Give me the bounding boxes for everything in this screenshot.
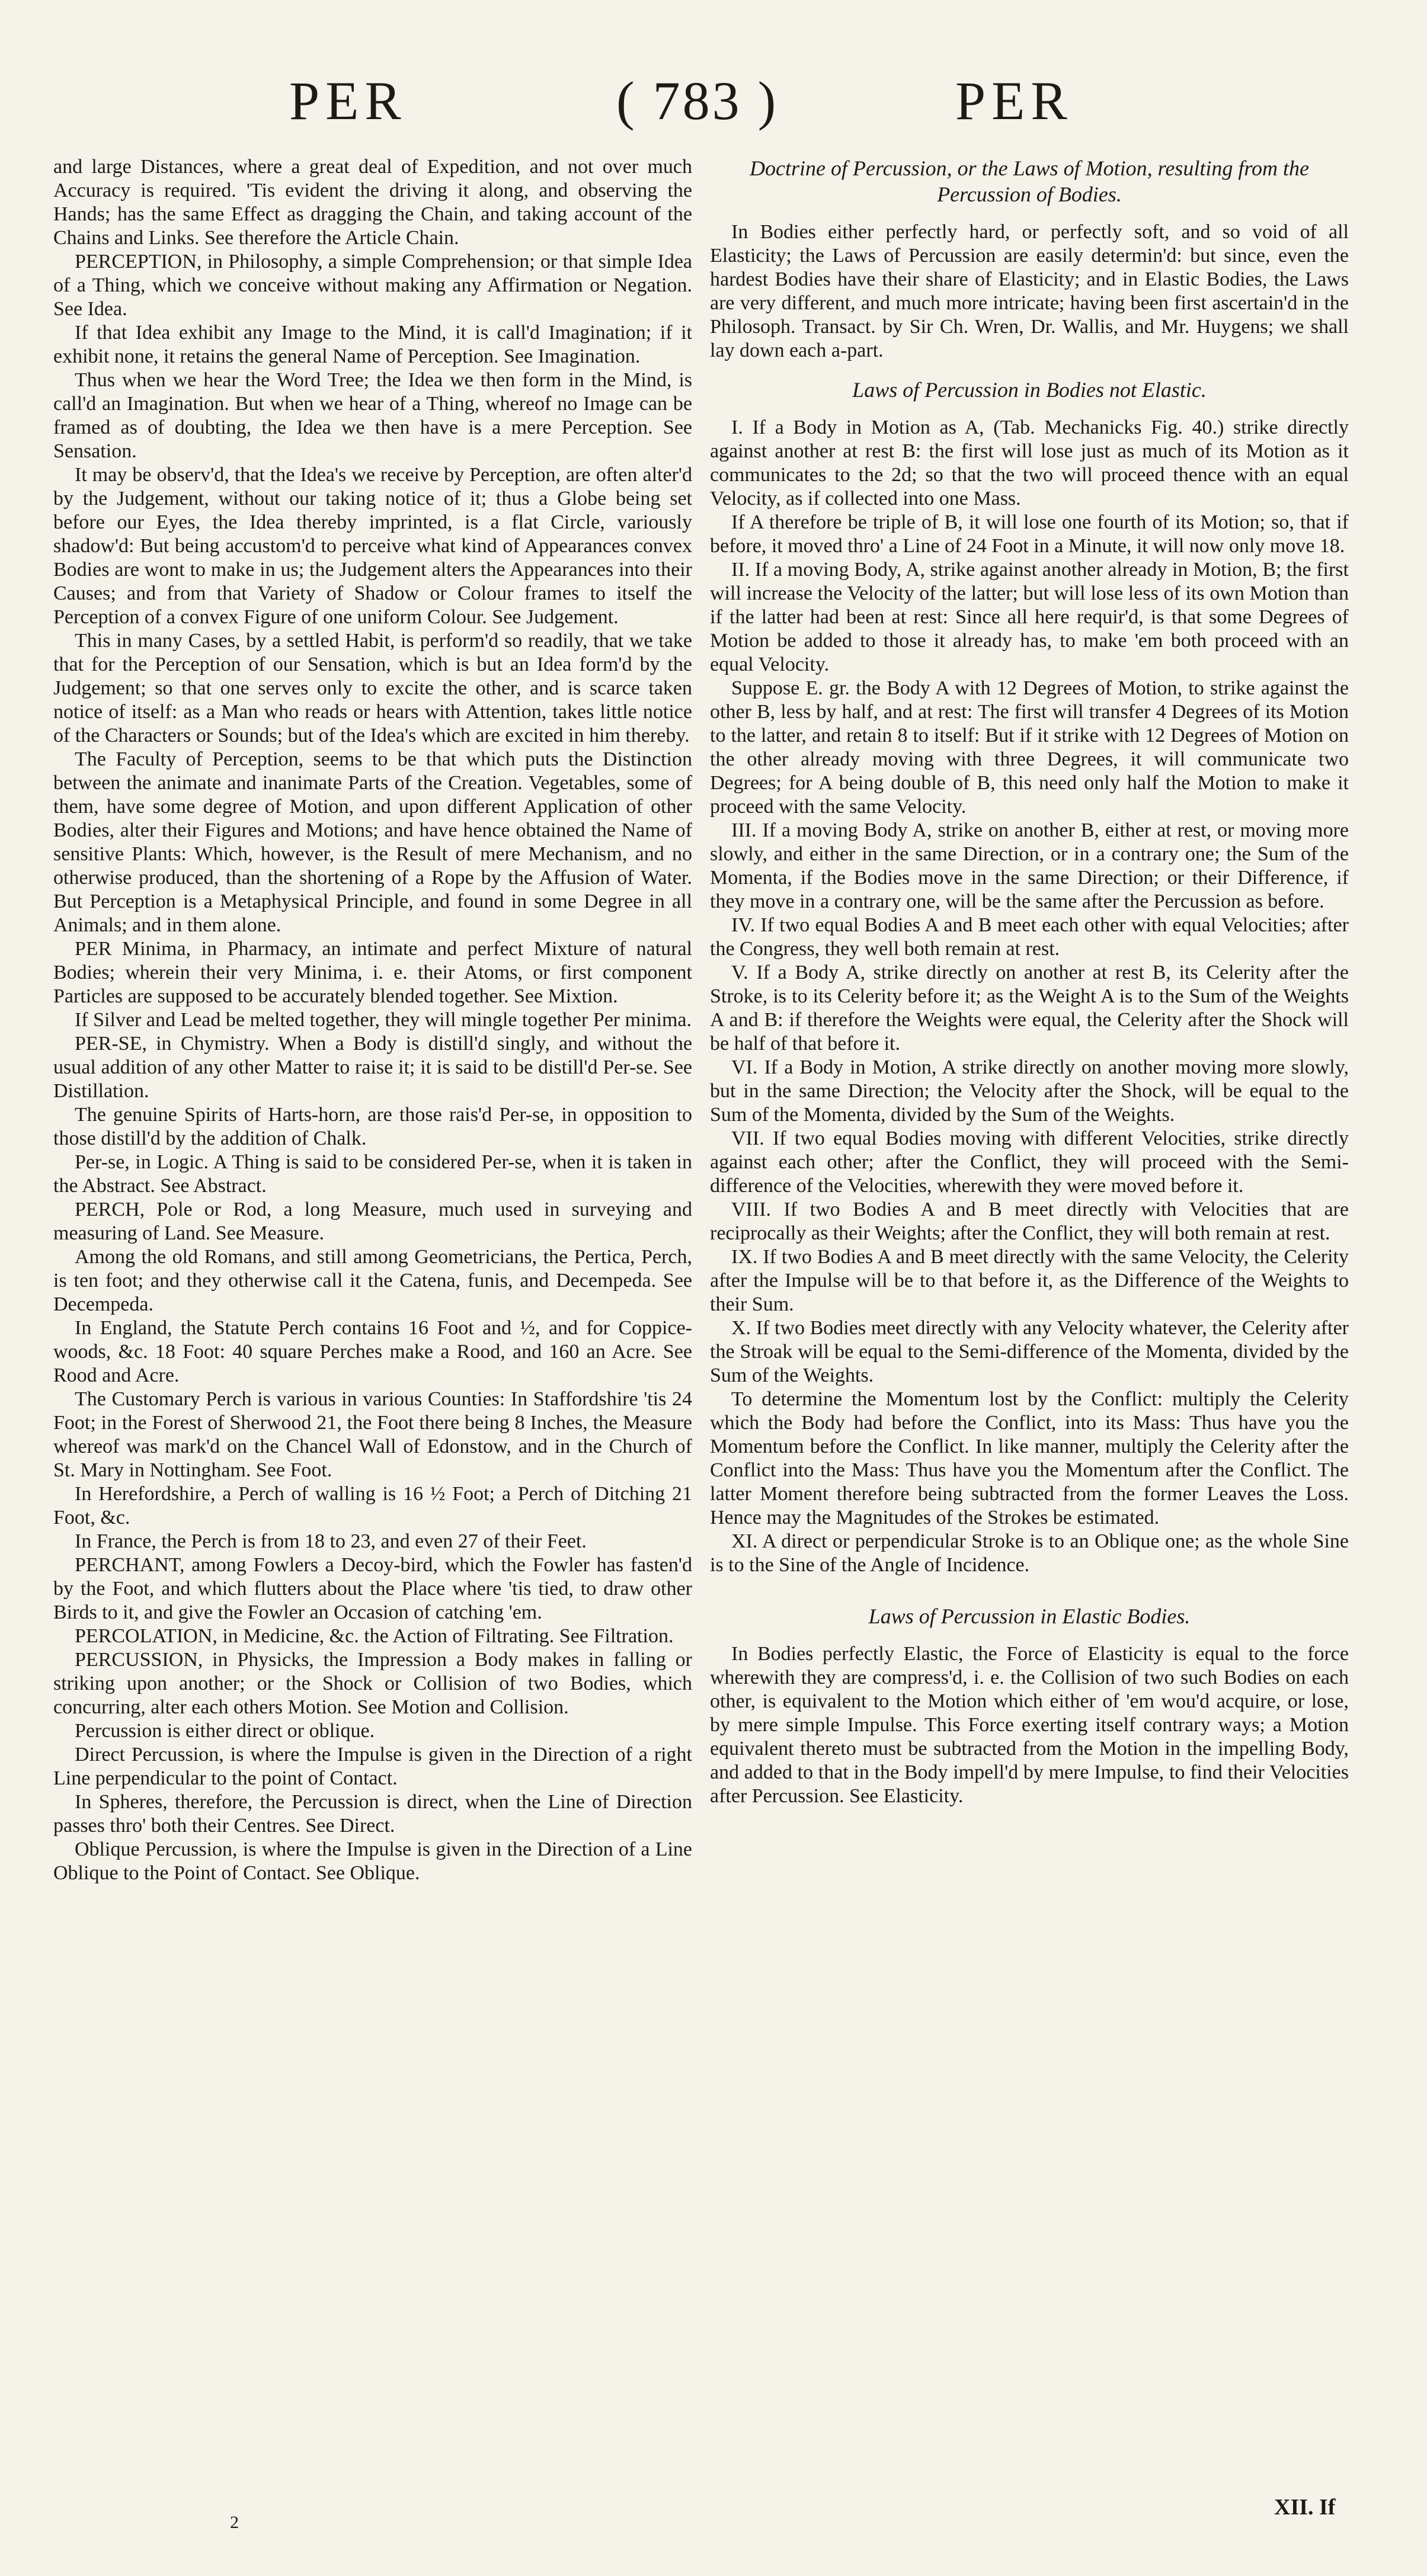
paragraph: PERCEPTION, in Philosophy, a simple Comprehension; or that simple Idea of a Thing, which we conceive without making any Affirmation or Negation. See Idea. bbox=[53, 251, 692, 320]
running-header bbox=[0, 71, 1427, 148]
paragraph: PER-SE, in Chymistry. When a Body is distill'd singly, and without the usual addition of any other Matter to raise it; it is said to be distill'd Per-se. See Distillation. bbox=[53, 1033, 692, 1102]
paragraph: In England, the Statute Perch contains 16 Foot and ½, and for Coppice-woods, &c. 18 Foot: 40 square Perches make a Rood, and 160 an Acre. See Rood and Acre. bbox=[53, 1317, 692, 1386]
law-paragraph: VI. If a Body in Motion, A strike directly on another moving more slowly, but in the same Direction; the Velocity after the Shock, will be equal to the Sum of the Momenta, divided by the Sum of the Weights. bbox=[710, 1056, 1349, 1126]
paragraph: Percussion is either direct or oblique. bbox=[75, 1720, 375, 1742]
paragraph: In France, the Perch is from 18 to 23, and even 27 of their Feet. bbox=[75, 1530, 587, 1552]
law-paragraph: XI. A direct or perpendicular Stroke is to an Oblique one; as the whole Sine is to the Sine of the Angle of Incidence. bbox=[710, 1530, 1349, 1576]
paragraph: Direct Percussion, is where the Impulse is given in the Direction of a right Line perpendicular to the point of Contact. bbox=[53, 1744, 692, 1789]
law-paragraph: If A therefore be triple of B, it will lose one fourth of its Motion; so, that if before, it moved thro' a Line of 24 Foot in a Minute, it will now only move 18. bbox=[710, 511, 1349, 557]
law-paragraph: To determine the Momentum lost by the Conflict: multiply the Celerity which the Body had before the Conflict, into its Mass: Thus have you the Momentum before the Conflict. In like manner, multiply the Celerity after the Conflict into the Mass: Thus have you the Momentum after the Conflict. The latter Moment therefore being subtracted from the former Leaves the Loss. Hence may the Magnitudes of the Strokes be estimated. bbox=[710, 1388, 1349, 1529]
left-column bbox=[53, 155, 692, 1885]
paragraph: and large Distances, where a great deal of Expedition, and not over much Accuracy is required. 'Tis evident the driving it along, and observing the Hands; has the same Effect as dragging the Chain, and taking account of the Chains and Links. See therefore the Article Chain. bbox=[53, 156, 692, 249]
law-paragraph: VIII. If two Bodies A and B meet directly with Velocities that are reciprocally as their Weights; after the Conflict, they will both remain at rest. bbox=[710, 1199, 1349, 1244]
paragraph: In Bodies perfectly Elastic, the Force of Elasticity is equal to the force wherewith they are compress'd, i. e. the Collision of two such Bodies on each other, is equivalent to the Motion which either of 'em wou'd acquire, or lose, by mere simple Impulse. This Force exerting itself contrary ways; a Motion equivalent thereto must be subtracted from the Motion in the impelling Body, and added to that in the Body impell'd by mere Impulse, to find their Velocities after Percussion. See Elasticity. bbox=[710, 1643, 1349, 1807]
paragraph: PER Minima, in Pharmacy, an intimate and perfect Mixture of natural Bodies; wherein their very Minima, i. e. their Atoms, or first component Particles are supposed to be accurately blended together. See Mixtion. bbox=[53, 938, 692, 1007]
law-paragraph: V. If a Body A, strike directly on another at rest B, its Celerity after the Stroke, is to its Celerity before it; as the Weight A is to the Sum of the Weights A and B: if therefore the Weights were equal, the Celerity after the Shock will be half of that before it. bbox=[710, 962, 1349, 1055]
law-paragraph: III. If a moving Body A, strike on another B, either at rest, or moving more slowly, and either in the same Direction, or in a contrary one; the Sum of the Momenta, if the Bodies move in the same Direction; or their Difference, if they move in a contrary one, will be the same after the Percussion as before. bbox=[710, 819, 1349, 912]
page-number: ( 783 ) bbox=[616, 71, 779, 131]
signature-mark: 2 bbox=[230, 2513, 239, 2532]
law-paragraph: VII. If two equal Bodies moving with different Velocities, strike directly against each other; after the Conflict, they will proceed with the Semi-difference of the Velocities, wherewith they were moved before it. bbox=[710, 1127, 1349, 1197]
paragraph: PERCHANT, among Fowlers a Decoy-bird, which the Fowler has fasten'd by the Foot, and which flutters about the Place where 'tis tied, to draw other Birds to it, and give the Fowler an Occasion of catching 'em. bbox=[53, 1554, 692, 1623]
section-heading: Doctrine of Percussion, or the Laws of Motion, resulting from the Percussion of Bodies. bbox=[750, 156, 1309, 206]
paragraph: In Spheres, therefore, the Percussion is direct, when the Line of Direction passes thro' both their Centres. See Direct. bbox=[53, 1791, 692, 1837]
paragraph: The genuine Spirits of Harts-horn, are those rais'd Per-se, in opposition to those distill'd by the addition of Chalk. bbox=[53, 1104, 692, 1149]
law-paragraph: I. If a Body in Motion as A, (Tab. Mechanicks Fig. 40.) strike directly against another at rest B: the first will lose just as much of its Motion as it communicates to the 2d; so that the two will proceed thence with an equal Velocity, as if collected into one Mass. bbox=[710, 416, 1349, 510]
section-heading: Laws of Percussion in Elastic Bodies. bbox=[868, 1604, 1191, 1628]
paragraph: PERCOLATION, in Medicine, &c. the Action of Filtrating. See Filtration. bbox=[75, 1625, 674, 1647]
paragraph: PERCUSSION, in Physicks, the Impression a Body makes in falling or striking upon another; or the Shock or Collision of two Bodies, which concurring, alter each others Motion. See Motion and Collision. bbox=[53, 1649, 692, 1718]
paragraph: Per-se, in Logic. A Thing is said to be considered Per-se, when it is taken in the Abstract. See Abstract. bbox=[53, 1151, 692, 1197]
paragraph: It may be observ'd, that the Idea's we receive by Perception, are often alter'd by the Judgement, without our taking notice of it; thus a Globe being set before our Eyes, the Idea thereby imprinted, is a flat Circle, variously shadow'd: But being accustom'd to perceive what kind of Appearances convex Bodies are wont to make in us; the Judgement alters the Appearances into their Causes; and from that Variety of Shadow or Colour frames to itself the Perception of a convex Figure of one uniform Colour. See Judgement. bbox=[53, 464, 692, 628]
paragraph: If that Idea exhibit any Image to the Mind, it is call'd Imagination; if it exhibit none, it retains the general Name of Perception. See Imagination. bbox=[53, 322, 692, 367]
right-column bbox=[710, 155, 1349, 1808]
paragraph: In Herefordshire, a Perch of walling is 16 ½ Foot; a Perch of Ditching 21 Foot, &c. bbox=[53, 1483, 692, 1529]
law-paragraph: Suppose E. gr. the Body A with 12 Degrees of Motion, to strike against the other B, less by half, and at rest: The first will transfer 4 Degrees of its Motion to the latter, and retain 8 to itself: But if it strike with 12 Degrees of Motion on the other already moving with three Degrees, it will communicate two Degrees; for A being double of B, this need only half the Motion to make it proceed with the same Velocity. bbox=[710, 677, 1349, 818]
paragraph: If Silver and Lead be melted together, they will mingle together Per minima. bbox=[75, 1009, 692, 1031]
header-left-word: PER bbox=[289, 71, 407, 131]
paragraph: In Bodies either perfectly hard, or perfectly soft, and so void of all Elasticity; the Laws of Percussion are easily determin'd: but since, even the hardest Bodies have their share of Elasticity; and in Elastic Bodies, the Laws are very different, and much more intricate; having been first ascertain'd in the Philosoph. Transact. by Sir Ch. Wren, Dr. Wallis, and Mr. Huygens; we shall lay down each a-part. bbox=[710, 221, 1349, 361]
paragraph: PERCH, Pole or Rod, a long Measure, much used in surveying and measuring of Land. See Measure. bbox=[53, 1199, 692, 1244]
catchword: XII. If bbox=[1274, 2495, 1336, 2520]
law-paragraph: X. If two Bodies meet directly with any Velocity whatever, the Celerity after the Stroak will be equal to the Semi-difference of the Momenta, divided by the Sum of the Weights. bbox=[710, 1317, 1349, 1386]
paragraph: Thus when we hear the Word Tree; the Idea we then form in the Mind, is call'd an Imagination. But when we hear of a Thing, whereof no Image can be framed as of doubting, the Idea we then have is a mere Perception. See Sensation. bbox=[53, 369, 692, 462]
paragraph: Oblique Percussion, is where the Impulse is given in the Direction of a Line Oblique to the Point of Contact. See Oblique. bbox=[53, 1838, 692, 1884]
paragraph: The Faculty of Perception, seems to be that which puts the Distinction between the animate and inanimate Parts of the Creation. Vegetables, some of them, have some degree of Motion, and upon different Application of other Bodies, alter their Figures and Motions; and have hence obtained the Name of sensitive Plants: Which, however, is the Result of mere Mechanism, and no otherwise produced, than the shortening of a Rope by the Affusion of Water. But Perception is a Metaphysical Principle, and found in some Degree in all Animals; and in them alone. bbox=[53, 748, 692, 936]
paragraph: This in many Cases, by a settled Habit, is perform'd so readily, that we take that for the Perception of our Sensation, which is but an Idea form'd by the Judgement; so that one serves only to excite the other, and is scarce taken notice of itself: as a Man who reads or hears with Attention, takes little notice of the Characters or Sounds; but of the Idea's which are excited in him thereby. bbox=[53, 630, 692, 746]
paragraph: Among the old Romans, and still among Geometricians, the Pertica, Perch, is ten foot; and they otherwise call it the Catena, funis, and Decempeda. See Decempeda. bbox=[53, 1246, 692, 1315]
law-paragraph: IX. If two Bodies A and B meet directly with the same Velocity, the Celerity after the Impulse will be to that before it, as the Difference of the Weights to their Sum. bbox=[710, 1246, 1349, 1315]
law-paragraph: II. If a moving Body, A, strike against another already in Motion, B; the first will increase the Velocity of the latter; but will lose less of its own Motion than if the latter had been at rest: Since all here requir'd, is that some Degrees of Motion be added to those it already has, to make 'em both proceed with an equal Velocity. bbox=[710, 559, 1349, 675]
law-paragraph: IV. If two equal Bodies A and B meet each other with equal Velocities; after the Congress, they well both remain at rest. bbox=[710, 914, 1349, 960]
header-right-word: PER bbox=[955, 71, 1073, 131]
section-heading: Laws of Percussion in Bodies not Elastic. bbox=[852, 378, 1207, 402]
paragraph: The Customary Perch is various in various Counties: In Staffordshire 'tis 24 Foot; in the Forest of Sherwood 21, the Foot there being 8 Inches, the Measure whereof was mark'd on the Chancel Wall of Edonstow, and in the Church of St. Mary in Nottingham. See Foot. bbox=[53, 1388, 692, 1481]
